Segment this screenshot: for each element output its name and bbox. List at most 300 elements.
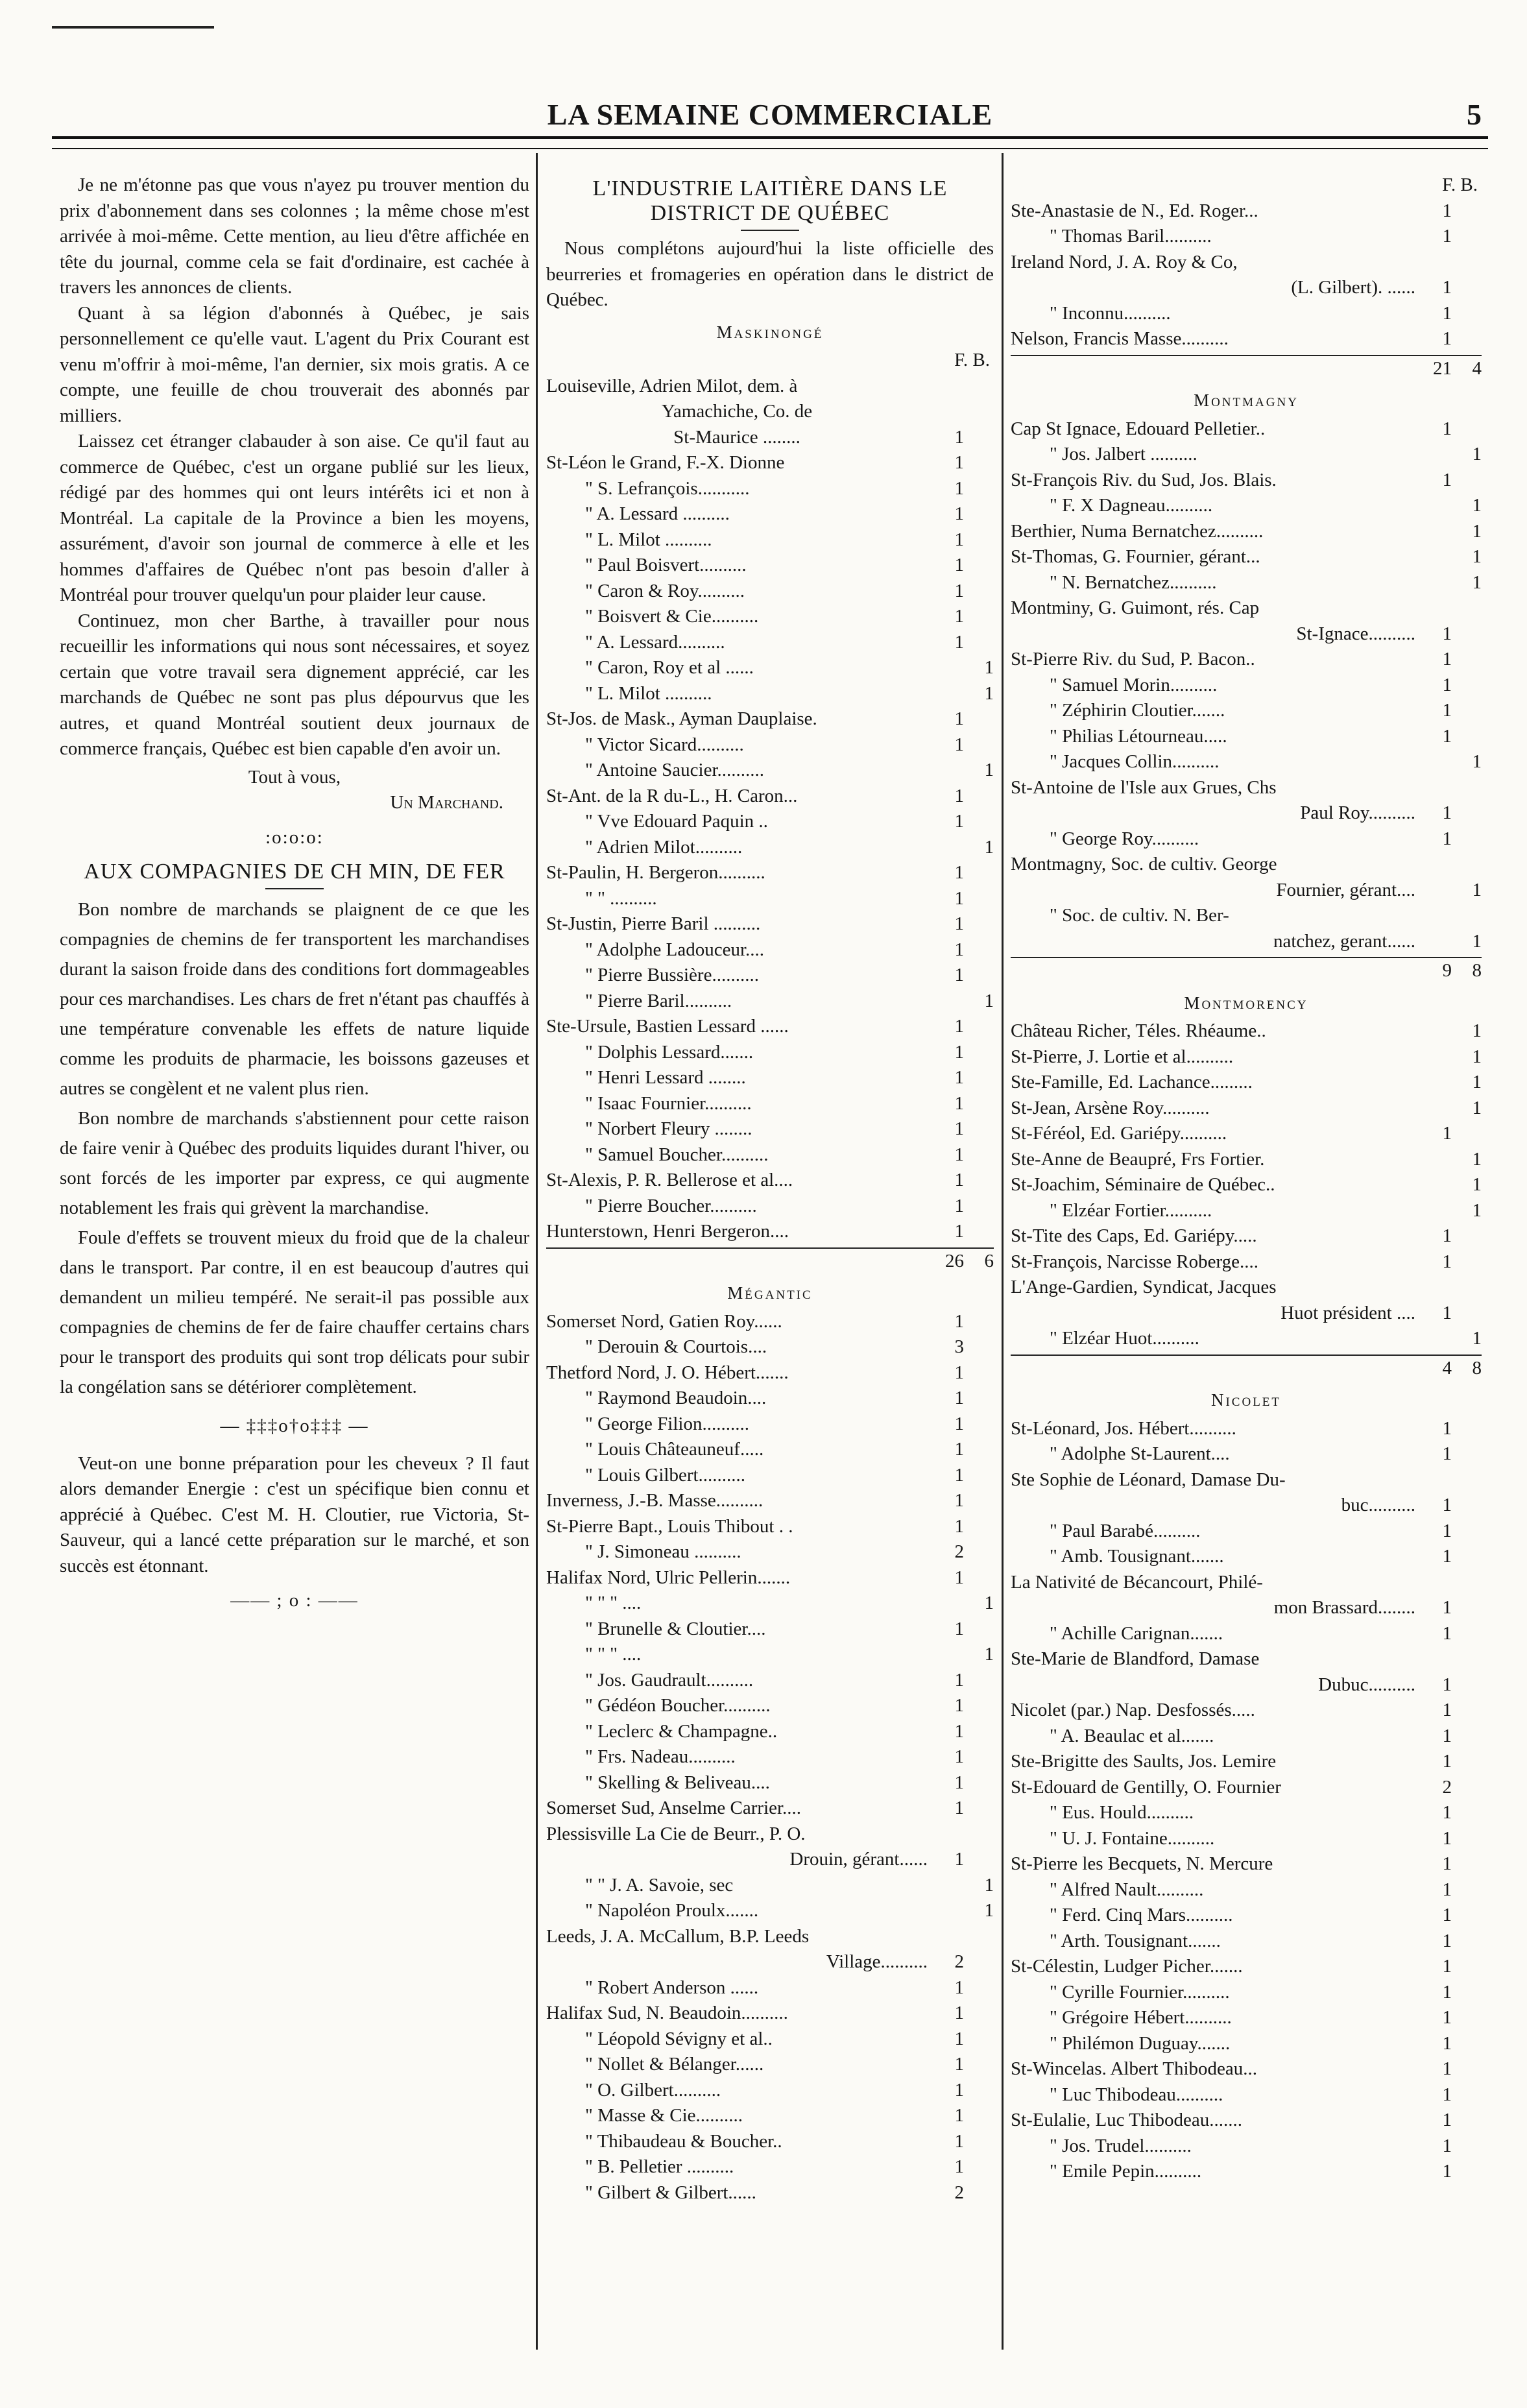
entry-f [1415, 852, 1452, 878]
entry-f: 2 [954, 1541, 964, 1562]
entry-text: Ste-Famille, Ed. Lachance......... [1011, 1072, 1253, 1092]
entry-f: 1 [954, 2156, 964, 2177]
entry-text: " Henri Lessard ........ [585, 1067, 746, 1088]
entry-b [1452, 724, 1482, 750]
entry-f [1415, 1198, 1452, 1224]
list-item [546, 758, 994, 784]
article-paragraph: Bon nombre de marchands s'abstiennent pour cette raison de faire venir à Québec des produits liquides durant l'hiver, ou sont forcés de les importer par express, ce qui augmente notablement les frais qui grèvent la marchandise. [60, 1108, 529, 1218]
title-dash-2 [741, 230, 799, 231]
list-item [1011, 698, 1482, 724]
entry-f: 1 [1442, 418, 1452, 439]
entry-b [1452, 2134, 1482, 2160]
list-item [546, 425, 994, 451]
entry-text: " Alfred Nault.......... [1050, 1879, 1204, 1900]
entry-f: 1 [954, 2105, 964, 2126]
entry-text: Ste-Anastasie de N., Ed. Roger... [1011, 200, 1258, 221]
list-item [546, 2103, 994, 2129]
entry-f: 1 [1442, 1417, 1452, 1439]
list-item [1011, 416, 1482, 442]
list-item [1011, 724, 1482, 750]
article-body [60, 895, 529, 1402]
entry-text: " L. Milot .......... [585, 682, 712, 704]
entry-text: " Raymond Beaudoin.... [585, 1388, 767, 1408]
entry-text: " Adolphe St-Laurent.... [1050, 1443, 1230, 1464]
entry-b: 1 [1472, 572, 1482, 593]
list-item [546, 1014, 994, 1040]
entry-f: 1 [1442, 2032, 1452, 2054]
list-item [546, 809, 994, 835]
entry-f [1415, 1467, 1452, 1493]
entry-text: " Inconnu.......... [1050, 302, 1171, 324]
entry-text: " Samuel Boucher.......... [585, 1144, 769, 1165]
entry-b [1452, 1416, 1482, 1442]
letter-signature: Un Marchand. [390, 792, 503, 813]
list-item [546, 1975, 994, 2001]
list-item [546, 2154, 994, 2180]
entry-text: Halifax Nord, Ulric Pellerin....... [546, 1567, 791, 1588]
list-item [546, 399, 994, 425]
entry-f: 1 [954, 606, 964, 627]
list-item [546, 1873, 994, 1899]
list-item [1011, 1980, 1482, 2006]
list-item [1011, 442, 1482, 468]
entry-b: 1 [1472, 546, 1482, 567]
list-item [1011, 1044, 1482, 1070]
entry-text: " J. Simoneau .......... [585, 1541, 741, 1562]
entry-text: " Antoine Saucier.......... [585, 760, 765, 780]
entry-b [964, 1194, 994, 1220]
entry-b [1452, 1826, 1482, 1852]
entry-f [1415, 749, 1452, 775]
entry-text: " Brunelle & Cloutier.... [585, 1618, 766, 1639]
list-item [546, 655, 994, 681]
list-item [546, 1539, 994, 1565]
entry-b [1452, 1851, 1482, 1877]
entry-b [1452, 1493, 1482, 1519]
entry-f: 1 [954, 1170, 964, 1190]
entry-b [1452, 224, 1482, 250]
list-item [546, 1642, 994, 1668]
entry-f: 1 [1442, 1495, 1452, 1515]
entry-b: 1 [984, 1874, 994, 1896]
entry-b [964, 527, 994, 553]
advertisement-paragraph: Veut-on une bonne préparation pour les cheveux ? Il faut alors demander Energie : c'est un spécifique bien connu et apprécié à Québec. C'est M. H. Cloutier, rue Victoria, St-Sauveur, qui a lancé cette préparation sur le marché, et son succès est étonnant. [60, 1452, 529, 1576]
entry-f: 1 [1442, 328, 1452, 349]
entry-b [964, 1847, 994, 1873]
entry-f: 1 [954, 1464, 964, 1486]
list-item [1011, 326, 1482, 352]
entry-b [1452, 1698, 1482, 1724]
entry-text: Nelson, Francis Masse.......... [1011, 328, 1229, 349]
list-item [1011, 1441, 1482, 1467]
entry-f: 1 [954, 1798, 964, 1818]
entry-text: Montmagny, Soc. de cultiv. George [1011, 854, 1277, 874]
entry-text: Ireland Nord, J. A. Roy & Co, [1011, 251, 1238, 272]
page-header [52, 97, 1488, 139]
entry-text: St-Léonard, Jos. Hébert.......... [1011, 1417, 1236, 1439]
list-item [1011, 1249, 1482, 1275]
entry-b [964, 1014, 994, 1040]
list-item [1011, 903, 1482, 929]
montmagny-total: 9 8 [1011, 957, 1482, 984]
list-item [546, 886, 994, 912]
list-item [546, 1949, 994, 1975]
entry-text: Somerset Sud, Anselme Carrier.... [546, 1798, 802, 1818]
entry-b [964, 784, 994, 810]
entry-b: 1 [1472, 930, 1482, 952]
entry-text: " Achille Carignan....... [1050, 1622, 1223, 1644]
entry-text: St-François Riv. du Sud, Jos. Blais. [1011, 469, 1277, 490]
entry-f: 1 [1442, 1725, 1452, 1746]
entry-f [1415, 250, 1452, 276]
entry-text: Ste-Anne de Beaupré, Frs Fortier. [1011, 1148, 1265, 1170]
list-item [546, 527, 994, 553]
entry-b [964, 374, 994, 400]
entry-b [1452, 1621, 1482, 1647]
entry-f: 1 [954, 1221, 964, 1242]
article-paragraph: Bon nombre de marchands se plaignent de ce que les compagnies de chemins de fer transportent les marchandises durant la saison froide dans des conditions fort dommageables pour ces marchandises. Les chars de fret n'étant pas chauffés à une température convenable les effets de nature liquide comme les produits de pharmacie, les boissons gazeuses et autres se congèlent et ne valent plus rien. [60, 899, 529, 1099]
entry-f: 1 [954, 2079, 964, 2101]
entry-b [1452, 801, 1482, 826]
list-item [1011, 801, 1482, 826]
entry-f: 1 [1442, 2007, 1452, 2028]
entry-text: Inverness, J.-B. Masse.......... [546, 1490, 764, 1511]
entry-b [1452, 647, 1482, 673]
list-item [546, 450, 994, 476]
list-item [1011, 1416, 1482, 1442]
list-item [1011, 1121, 1482, 1147]
entry-f: 1 [954, 529, 964, 550]
entry-text: Yamachiche, Co. de [661, 401, 813, 422]
entry-b: 1 [1472, 1072, 1482, 1092]
list-item [1011, 468, 1482, 494]
entry-text: " Grégoire Hébert.......... [1050, 2007, 1232, 2028]
entry-f: 1 [1442, 1622, 1452, 1644]
entry-text: L'Ange-Gardien, Syndicat, Jacques [1011, 1277, 1277, 1297]
entry-f: 1 [1442, 674, 1452, 695]
entry-text: " Soc. de cultiv. N. Ber- [1050, 905, 1229, 926]
list-item [1011, 1544, 1482, 1570]
entry-b [964, 911, 994, 937]
entry-f: 1 [1442, 1751, 1452, 1772]
entry-text: Château Richer, Téles. Rhéaume.. [1011, 1020, 1266, 1041]
entry-f [1415, 1070, 1452, 1096]
entry-b [964, 1116, 994, 1142]
entry-text: St-Thomas, G. Fournier, gérant... [1011, 546, 1260, 567]
entry-b [964, 2001, 994, 2027]
list-item [546, 1591, 994, 1617]
entry-b [1452, 275, 1482, 301]
entry-text: " Jos. Trudel.......... [1050, 2135, 1192, 2156]
entry-text: Somerset Nord, Gatien Roy...... [546, 1310, 782, 1332]
list-item [1011, 1877, 1482, 1903]
entry-text: " Luc Thibodeau.......... [1050, 2084, 1223, 2105]
entry-f [1415, 596, 1452, 621]
entry-f: 1 [954, 1144, 964, 1165]
entry-b: 1 [1472, 495, 1482, 516]
entry-b [964, 1617, 994, 1643]
entry-text: St-François, Narcisse Roberge.... [1011, 1251, 1259, 1272]
list-item [546, 2078, 994, 2104]
entry-b [964, 425, 994, 451]
entry-f [1415, 570, 1452, 596]
entry-f: 1 [954, 1977, 964, 1998]
list-item [1011, 1326, 1482, 1352]
entry-b: 1 [1472, 1046, 1482, 1067]
entry-f: 1 [1442, 1956, 1452, 1977]
list-item [1011, 1147, 1482, 1173]
list-item [546, 963, 994, 989]
entry-text: " " " .... [585, 1644, 642, 1665]
list-item [1011, 1646, 1482, 1672]
entry-text: Ste-Marie de Blandford, Damase [1011, 1648, 1260, 1669]
list-item [546, 860, 994, 886]
entry-text: " Norbert Fleury ........ [585, 1118, 752, 1139]
list-item [546, 1116, 994, 1142]
entry-b [964, 553, 994, 579]
list-item [546, 732, 994, 758]
entry-text: Halifax Sud, N. Beaudoin.......... [546, 2003, 788, 2023]
entry-f: 1 [954, 1067, 964, 1088]
entry-b: 1 [1472, 520, 1482, 542]
entry-text: " Frs. Nadeau.......... [585, 1746, 736, 1767]
continued-list [1011, 199, 1482, 352]
entry-f: 1 [954, 1567, 964, 1588]
list-item [1011, 2031, 1482, 2057]
entry-f [1415, 442, 1452, 468]
list-item [546, 374, 994, 400]
entry-b [964, 476, 994, 502]
entry-b [964, 1386, 994, 1412]
entry-f [928, 835, 964, 861]
maskinonge-total: 26 6 [546, 1247, 994, 1275]
entry-b [964, 963, 994, 989]
list-item [546, 2027, 994, 2053]
entry-text: " Jos. Jalbert .......... [1050, 444, 1197, 464]
entry-f [928, 1924, 964, 1950]
entry-text: " Léopold Sévigny et al.. [585, 2028, 773, 2049]
entry-b [1452, 1877, 1482, 1903]
list-item [1011, 1954, 1482, 1980]
list-item [1011, 1621, 1482, 1647]
entry-b [964, 2180, 994, 2206]
list-item [1011, 775, 1482, 801]
entry-b [1452, 673, 1482, 699]
entry-b [1452, 852, 1482, 878]
entry-b [964, 399, 994, 425]
list-item [546, 476, 994, 502]
entry-text: " U. J. Fontaine.......... [1050, 1827, 1215, 1849]
entry-b [1452, 468, 1482, 494]
montmagny-list [1011, 416, 1482, 955]
entry-f [1415, 493, 1452, 519]
entry-b [964, 1770, 994, 1796]
entry-b [964, 1091, 994, 1117]
article-title: AUX COMPAGNIES DE CH MIN, DE FER [84, 860, 505, 884]
entry-text: " Samuel Morin.......... [1050, 674, 1218, 695]
entry-f: 1 [1442, 1302, 1452, 1323]
county-heading-nicolet: Nicolet [1210, 1390, 1282, 1410]
list-item [1011, 301, 1482, 327]
entry-f [1415, 1044, 1452, 1070]
list-item [546, 1386, 994, 1412]
entry-text: " Skelling & Beliveau.... [585, 1772, 770, 1793]
entry-b [1452, 1903, 1482, 1929]
fb-header: F. B. [954, 350, 990, 370]
entry-b [1452, 1800, 1482, 1826]
entry-b [964, 2103, 994, 2129]
entry-f: 1 [1442, 725, 1452, 747]
top-edge-mark [52, 26, 214, 29]
list-item [546, 1822, 994, 1848]
entry-text: Nicolet (par.) Nap. Desfossés..... [1011, 1700, 1255, 1720]
entry-b: 1 [984, 1644, 994, 1665]
list-item [1011, 519, 1482, 545]
letter-paragraph: Quant à sa légion d'abonnés à Québec, je sais personnellement ce qu'elle vaut. L'agent du Prix Courant est venu m'offrir à moi-même, l'an dernier, six mois gratis. A ce compte, une feuille de chou trouverait des abonnés par milliers. [60, 302, 529, 426]
entry-f [1415, 1570, 1452, 1596]
entry-b [964, 1975, 994, 2001]
entry-text: " Emile Pepin.......... [1050, 2161, 1202, 2182]
list-item [546, 630, 994, 656]
entry-text: " Jos. Gaudrault.......... [585, 1669, 754, 1691]
list-item [1011, 2056, 1482, 2082]
entry-text: Fournier, gérant.... [1276, 879, 1415, 900]
entry-f: 1 [1442, 1123, 1452, 1144]
entry-b [964, 1822, 994, 1848]
county-heading-montmagny: Montmagny [1194, 391, 1299, 410]
entry-text: " S. Lefrançois........... [585, 477, 750, 499]
entry-b [1452, 1595, 1482, 1621]
entry-f [1415, 519, 1452, 545]
entry-f: 1 [1442, 2161, 1452, 2182]
list-item [546, 1744, 994, 1770]
entry-text: St-Maurice ........ [673, 426, 800, 448]
entry-b [964, 860, 994, 886]
entry-f: 1 [1442, 1853, 1452, 1874]
entry-f: 1 [954, 1041, 964, 1063]
list-item [546, 1617, 994, 1643]
entry-b [964, 450, 994, 476]
list-item [1011, 199, 1482, 224]
list-item [1011, 878, 1482, 904]
entry-b [964, 2052, 994, 2078]
entry-b [1452, 698, 1482, 724]
entry-text: " Vve Edouard Paquin .. [585, 811, 768, 832]
entry-f: 1 [1442, 1520, 1452, 1541]
entry-b [964, 1949, 994, 1975]
entry-b [1452, 1223, 1482, 1249]
entry-f: 1 [954, 1490, 964, 1511]
entry-f: 1 [954, 1720, 964, 1742]
entry-text: La Nativité de Bécancourt, Philé- [1011, 1571, 1263, 1593]
montmorency-list [1011, 1018, 1482, 1352]
entry-text: " Elzéar Fortier.......... [1050, 1199, 1212, 1221]
entry-b: 1 [984, 682, 994, 704]
entry-text: " Isaac Fournier.......... [585, 1092, 752, 1114]
county-heading-montmorency: Montmorency [1184, 993, 1308, 1013]
continued-total: 21 4 [1011, 355, 1482, 382]
entry-f: 2 [954, 2182, 964, 2203]
entry-text: St-Célestin, Ludger Picher....... [1011, 1956, 1243, 1977]
list-item [546, 2001, 994, 2027]
entry-text: St-Antoine de l'Isle aux Grues, Chs [1011, 777, 1277, 798]
county-heading-maskinonge: Maskinongé [716, 322, 824, 342]
entry-text: " B. Pelletier .......... [585, 2156, 734, 2177]
entry-text: St-Paulin, H. Bergeron.......... [546, 862, 765, 883]
entry-f: 1 [954, 1746, 964, 1767]
entry-text: St-Wincelas. Albert Thibodeau... [1011, 2058, 1258, 2079]
entry-f [928, 758, 964, 784]
entry-b [1452, 903, 1482, 929]
entry-f: 1 [954, 1118, 964, 1139]
entry-f: 1 [1442, 1981, 1452, 2003]
list-item [1011, 1223, 1482, 1249]
list-item [546, 1668, 994, 1694]
entry-f [928, 1642, 964, 1668]
list-item [546, 2052, 994, 2078]
list-item [1011, 1493, 1482, 1519]
list-item [1011, 1698, 1482, 1724]
entry-f: 1 [1442, 200, 1452, 221]
entry-text: Ste Sophie de Léonard, Damase Du- [1011, 1469, 1286, 1490]
ornament-separator: — ‡‡‡o†o‡‡‡ — [220, 1415, 369, 1436]
list-item [546, 1065, 994, 1091]
list-item [546, 2129, 994, 2155]
list-item [546, 911, 994, 937]
entry-text: mon Brassard........ [1273, 1597, 1415, 1618]
entry-f: 1 [1442, 1225, 1452, 1246]
list-item [546, 501, 994, 527]
entry-b [1452, 1646, 1482, 1672]
entry-f: 1 [954, 1362, 964, 1383]
list-item [546, 553, 994, 579]
entry-text: Cap St Ignace, Edouard Pelletier.. [1011, 418, 1266, 439]
entry-b [1452, 1301, 1482, 1327]
list-item [546, 1463, 994, 1489]
entry-b [1452, 326, 1482, 352]
entry-b [1452, 1570, 1482, 1596]
list-item [546, 1309, 994, 1335]
entry-f [1415, 1275, 1452, 1301]
list-item [1011, 673, 1482, 699]
entry-f: 1 [1442, 277, 1452, 298]
entry-text: St-Jos. de Mask., Ayman Dauplaise. [546, 708, 817, 729]
entry-text: " Caron & Roy.......... [585, 580, 745, 601]
list-item [1011, 544, 1482, 570]
list-item [546, 1565, 994, 1591]
entry-text: " Philias Létourneau..... [1050, 725, 1227, 747]
megantic-list [546, 1309, 994, 2206]
entry-b [964, 1924, 994, 1950]
entry-b [1452, 1775, 1482, 1801]
entry-b [964, 1412, 994, 1438]
entry-f: 1 [954, 1618, 964, 1639]
entry-text: St-Eulalie, Luc Thibodeau....... [1011, 2110, 1243, 2130]
entry-f: 1 [954, 734, 964, 755]
entry-text: " Adrien Milot.......... [585, 836, 743, 858]
entry-b: 1 [1472, 751, 1482, 772]
entry-f: 1 [954, 2028, 964, 2049]
entry-f [1415, 544, 1452, 570]
entry-b [964, 1065, 994, 1091]
list-item [1011, 1826, 1482, 1852]
list-item [1011, 2005, 1482, 2031]
list-item [546, 989, 994, 1015]
entry-b [1452, 1929, 1482, 1955]
entry-b [964, 1142, 994, 1168]
entry-text: (L. Gilbert). ...... [1291, 277, 1415, 298]
entry-f: 1 [954, 2130, 964, 2152]
